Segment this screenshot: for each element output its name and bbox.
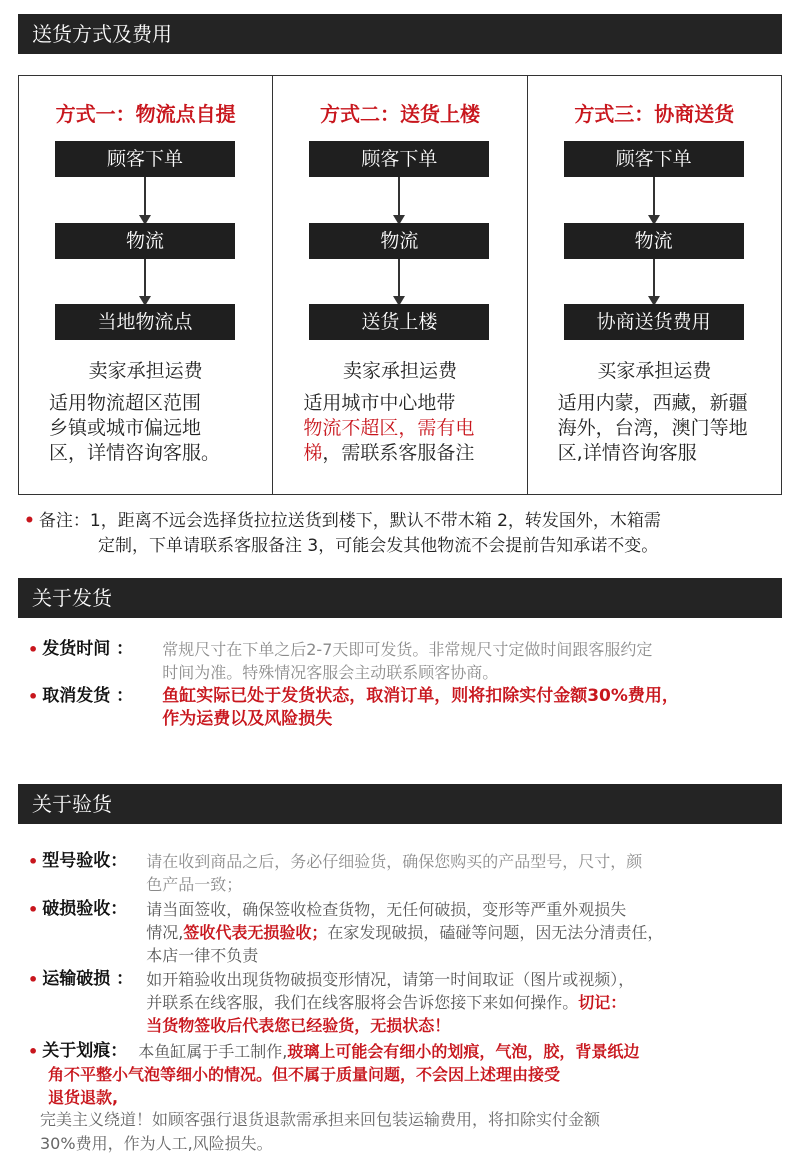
text-line: 色产品一致；: [146, 875, 243, 894]
bullet-icon: •: [28, 687, 39, 706]
scratch-label: 关于划痕：: [42, 1041, 128, 1061]
shipping-methods-table: [18, 75, 782, 495]
text-line-highlight: 角不平整小气泡等细小的情况。但不属于质量问题，不会因上述理由接受: [48, 1065, 561, 1084]
text-line: 作为运费以及风险损失: [162, 709, 333, 729]
note-text: 备注：1，距离不远会选择货拉拉送货到楼下，默认不带木箱 2，转发国外，木箱需: [38, 511, 661, 531]
flow-arrow-icon: [144, 259, 146, 304]
scope-line-highlight: 物流不超区，需有电: [303, 417, 475, 439]
scratch-continuation: [48, 1063, 800, 1109]
shipping-time-text: [162, 638, 780, 684]
text-line: 请在收到商品之后，务必仔细验货，确保您购买的产品型号，尺寸，颜: [146, 852, 643, 871]
scope-text: ，需联系客服备注: [322, 442, 475, 464]
fee-bearer: 卖家承担运费: [88, 360, 203, 382]
scope-line: 海外，台湾，澳门等地: [557, 417, 748, 439]
flow-step-logistics: 物流: [55, 223, 235, 259]
flow-step-final: 送货上楼: [309, 304, 489, 340]
shipping-time-row: [28, 638, 780, 684]
text-segment: 情况,: [146, 923, 184, 942]
text-segment: 在家发现破损，磕碰等问题，因无法分清责任，: [327, 923, 664, 942]
model-check-text: [146, 850, 780, 896]
flow-step-logistics: 物流: [564, 223, 744, 259]
text-line: 完美主义绕道！如顾客强行退货退款需承担来回包装运输费用，将扣除实付金额: [40, 1110, 601, 1129]
fee-bearer: 卖家承担运费: [342, 360, 457, 382]
scope-line: 区,详情咨询客服: [557, 442, 697, 464]
model-check-label: 型号验收：: [42, 851, 128, 871]
scope-line: 适用内蒙，西藏，新疆: [557, 392, 748, 414]
text-highlight: 签收代表无损验收；: [183, 923, 328, 942]
transport-damage-text: [146, 968, 780, 1037]
method-title: 方式三：协商送货: [574, 102, 735, 126]
text-highlight: 玻璃上可能会有细小的划痕，气泡，胶，背景纸边: [287, 1042, 640, 1061]
bullet-icon: •: [28, 640, 39, 659]
text-line: 鱼缸实际已处于发货状态，取消订单，则将扣除实付金额30%费用，: [162, 686, 679, 706]
transport-damage-row: [28, 968, 780, 1037]
fee-bearer: 买家承担运费: [597, 360, 712, 382]
flow-step-order: 顾客下单: [309, 141, 489, 177]
footer-disclaimer: [40, 1108, 780, 1156]
text-segment: 本鱼缸属于手工制作,: [138, 1042, 288, 1061]
scope-line: 乡镇或城市偏远地: [49, 417, 202, 439]
model-check-row: [28, 850, 780, 896]
flow-step-final: 协商送货费用: [564, 304, 744, 340]
flow-step-order: 顾客下单: [564, 141, 744, 177]
text-line: 请当面签收，确保签收检查货物，无任何破损，变形等严重外观损失: [146, 900, 627, 919]
text-line: 常规尺寸在下单之后2-7天即可发货。非常规尺寸定做时间跟客服约定: [162, 640, 653, 659]
bullet-icon: •: [28, 1042, 39, 1061]
text-highlight: 切记：: [578, 993, 627, 1012]
flow-step-logistics: 物流: [309, 223, 489, 259]
section-header-inspection: 关于验货: [18, 784, 782, 824]
scope-highlight: 梯: [303, 442, 323, 464]
shipping-time-label: 发货时间 ：: [42, 639, 134, 659]
text-line: 如开箱验收出现货物破损变形情况，请第一时间取证（图片或视频），: [146, 970, 635, 989]
flow-arrow-icon: [653, 259, 655, 304]
method-title: 方式一：物流点自提: [55, 102, 236, 126]
cancel-shipping-text: [162, 685, 780, 731]
scope-line: 适用城市中心地带: [303, 392, 456, 414]
method-scope: [49, 391, 264, 466]
method-scope: [303, 391, 518, 466]
damage-check-text: [146, 898, 780, 967]
flow-arrow-icon: [653, 177, 655, 223]
flow-step-order: 顾客下单: [55, 141, 235, 177]
bullet-icon: •: [28, 970, 39, 989]
scratch-text-continued: [48, 1063, 800, 1109]
scope-line: 适用物流超区范围: [49, 392, 202, 414]
scope-line: 区，详情咨询客服。: [49, 442, 221, 464]
cancel-shipping-row: [28, 685, 780, 731]
scope-line: [303, 441, 518, 466]
text-line-highlight: 退货退款,: [48, 1088, 119, 1107]
text-line: [146, 921, 780, 944]
scratch-text: [138, 1040, 780, 1063]
scratch-row: [28, 1040, 780, 1063]
section-header-about-shipping: 关于发货: [18, 578, 782, 618]
flow-arrow-icon: [398, 177, 400, 223]
text-line-highlight: 当货物签收后代表您已经验货，无损状态！: [146, 1016, 451, 1035]
note-line: [24, 509, 784, 534]
flow-arrow-icon: [144, 177, 146, 223]
method-column-pickup: [19, 76, 273, 494]
method-scope: [558, 391, 773, 466]
text-segment: 并联系在线客服，我们在线客服将会告诉您接下来如何操作。: [146, 993, 579, 1012]
transport-damage-label: 运输破损 ：: [42, 969, 134, 989]
bullet-icon: •: [24, 511, 35, 531]
bullet-icon: •: [28, 852, 39, 871]
damage-check-row: [28, 898, 780, 967]
shipping-notes: [24, 509, 784, 559]
text-line: 30%费用，作为人工,风险损失。: [40, 1134, 273, 1153]
text-line: 本店一律不负责: [146, 946, 259, 965]
bullet-icon: •: [28, 900, 39, 919]
section-header-shipping-methods: 送货方式及费用: [18, 14, 782, 54]
method-column-negotiated: [528, 76, 781, 494]
flow-step-final: 当地物流点: [55, 304, 235, 340]
method-title: 方式二：送货上楼: [319, 102, 480, 126]
method-column-delivery-upstairs: [273, 76, 527, 494]
note-line: 定制，下单请联系客服备注 3，可能会发其他物流不会提前告知承诺不变。: [98, 536, 659, 556]
flow-arrow-icon: [398, 259, 400, 304]
text-line: [138, 1040, 780, 1063]
cancel-shipping-label: 取消发货 ：: [42, 686, 134, 706]
text-line: 时间为准。特殊情况客服会主动联系顾客协商。: [162, 663, 499, 682]
text-line: [146, 991, 780, 1014]
damage-check-label: 破损验收：: [42, 899, 128, 919]
